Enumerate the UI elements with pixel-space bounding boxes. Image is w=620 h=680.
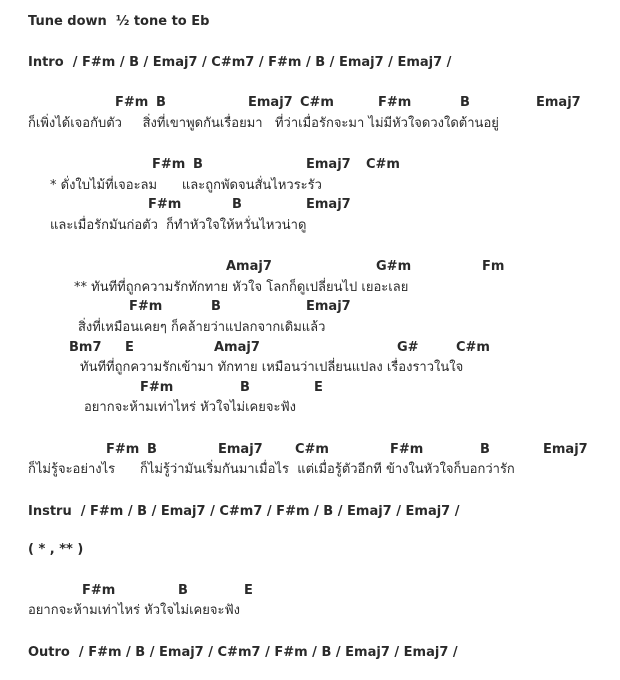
chord-label: Emaj7	[248, 95, 293, 110]
chord-label: Emaj7	[543, 442, 588, 457]
chord-label: F#m	[152, 157, 186, 172]
chord-label: B	[232, 197, 242, 212]
chord-label: F#m	[106, 442, 140, 457]
chord-label: B	[460, 95, 470, 110]
chord-label: B	[156, 95, 166, 110]
chord-label: Emaj7	[218, 442, 263, 457]
chord-label: C#m	[366, 157, 400, 172]
chord-label: F#m	[115, 95, 149, 110]
chorus-a-line1-lyric: * ดั่งใบไม้ที่เจอะลม และถูกพัดจนสั่นไหวระรัว	[50, 178, 322, 193]
chorus-a-line2-lyric: และเมื่อรักมันก่อตัว ก็ทำหัวใจให้หวั่นไหวน่าดู	[50, 218, 307, 233]
chord-label: F#m	[129, 299, 163, 314]
chord-label: Bm7	[69, 340, 102, 355]
chorus-b-line2-lyric: สิ่งที่เหมือนเคยๆ ก็คล้ายว่าแปลกจากเดิมแล้ว	[78, 320, 326, 335]
chord-label: G#m	[376, 259, 412, 274]
chord-label: Emaj7	[536, 95, 581, 110]
chord-label: G#	[397, 340, 419, 355]
chord-label: B	[211, 299, 221, 314]
chord-label: F#m	[140, 380, 174, 395]
tuning-note: Tune down ½ tone to Eb	[28, 14, 210, 29]
chorus-b-line1-lyric: ** ทันทีที่ถูกความรักทักทาย หัวใจ โลกก็ดูเปลี่ยนไป เยอะเลย	[74, 280, 409, 295]
chord-label: F#m	[82, 583, 116, 598]
chord-label: C#m	[300, 95, 334, 110]
intro-progression: Intro / F#m / B / Emaj7 / C#m7 / F#m / B / Emaj7 / Emaj7 /	[28, 55, 452, 70]
chord-label: B	[480, 442, 490, 457]
verse2-lyric: ก็ไม่รู้จะอย่างไร ก็ไม่รู้ว่ามันเริ่มกันมาเมื่อไร แต่เมื่อรู้ตัวอีกที ข้างในหัวใจก็บอกว่ารัก	[28, 462, 515, 477]
chord-label: B	[193, 157, 203, 172]
chord-label: F#m	[390, 442, 424, 457]
chord-label: B	[147, 442, 157, 457]
outro-progression: Outro / F#m / B / Emaj7 / C#m7 / F#m / B / Emaj7 / Emaj7 /	[28, 645, 458, 660]
instru-progression: Instru / F#m / B / Emaj7 / C#m7 / F#m / B / Emaj7 / Emaj7 /	[28, 504, 460, 519]
repeat-note: ( * , ** )	[28, 542, 84, 557]
chord-label: B	[178, 583, 188, 598]
chord-label: Amaj7	[214, 340, 260, 355]
chord-label: Emaj7	[306, 197, 351, 212]
chorus-b-line4-lyric: อยากจะห้ามเท่าไหร่ หัวใจไม่เคยจะฟัง	[84, 400, 297, 415]
chord-label: C#m	[295, 442, 329, 457]
chord-label: C#m	[456, 340, 490, 355]
chord-label: E	[244, 583, 253, 598]
ending-lyric: อยากจะห้ามเท่าไหร่ หัวใจไม่เคยจะฟัง	[28, 603, 241, 618]
chord-label: Fm	[482, 259, 505, 274]
chord-label: E	[314, 380, 323, 395]
chord-label: B	[240, 380, 250, 395]
chord-label: F#m	[148, 197, 182, 212]
chord-label: Emaj7	[306, 299, 351, 314]
chord-label: E	[125, 340, 134, 355]
verse1-lyric: ก็เพิ่งได้เจอกับตัว สิ่งที่เขาพูดกันเรื่อยมา ที่ว่าเมื่อรักจะมา ไม่มีหัวใจดวงใดต้านอยู่	[28, 116, 499, 131]
chord-label: F#m	[378, 95, 412, 110]
chord-label: Emaj7	[306, 157, 351, 172]
chord-label: Amaj7	[226, 259, 272, 274]
chorus-b-line3-lyric: ทันทีที่ถูกความรักเข้ามา ทักทาย เหมือนว่าเปลี่ยนแปลง เรื่องราวในใจ	[80, 360, 464, 375]
